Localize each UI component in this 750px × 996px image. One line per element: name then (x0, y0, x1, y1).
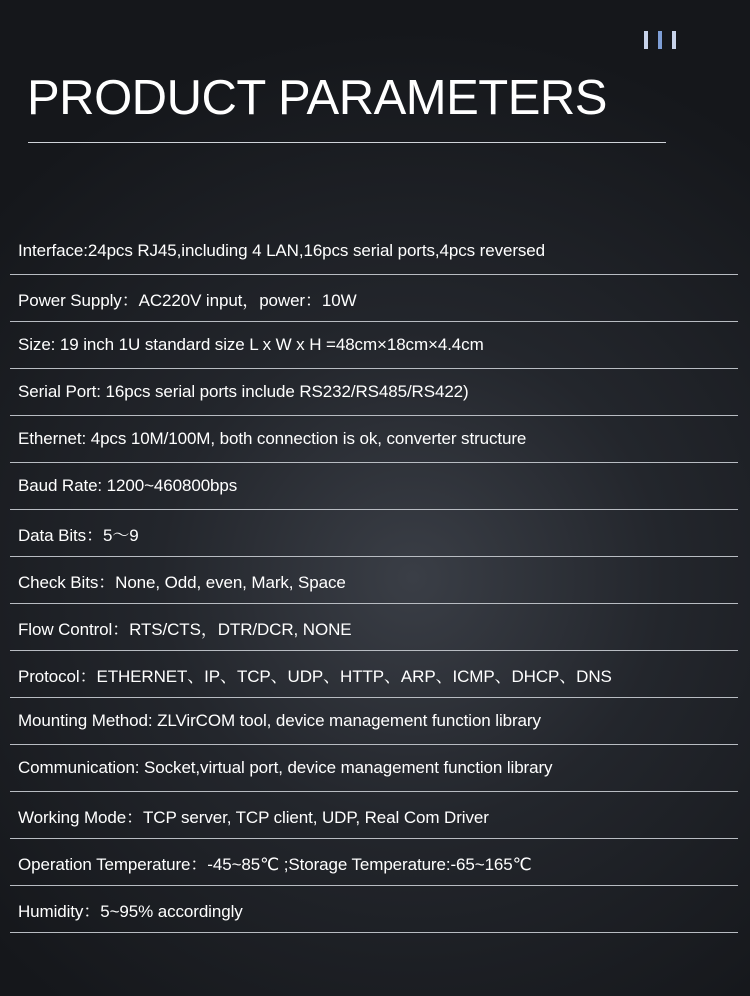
parameter-row-check-bits (10, 557, 738, 604)
title-divider (28, 142, 666, 143)
decorative-bar (672, 31, 676, 49)
parameter-row-humidity (10, 886, 738, 933)
parameter-row-communication (10, 745, 738, 792)
parameter-row-baud-rate (10, 463, 738, 510)
parameter-row-serial-port (10, 369, 738, 416)
parameter-text: Interface:24pcs RJ45,including 4 LAN,16pcs serial ports,4pcs reversed (18, 240, 545, 260)
parameter-list (10, 227, 738, 933)
parameter-row-size (10, 322, 738, 369)
parameter-row-data-bits (10, 510, 738, 557)
parameter-text: Check Bits：None, Odd, even, Mark, Space (18, 572, 346, 592)
parameter-text: Mounting Method: ZLVirCOM tool, device management function library (18, 711, 541, 730)
parameter-text: Power Supply：AC220V input，power：10W (18, 290, 357, 310)
parameter-text: Working Mode：TCP server, TCP client, UDP, Real Com Driver (18, 807, 489, 827)
parameter-text: Serial Port: 16pcs serial ports include RS232/RS485/RS422) (18, 382, 469, 401)
parameter-text: Size: 19 inch 1U standard size L x W x H =48cm×18cm×4.4cm (18, 335, 484, 354)
parameter-row-flow-control (10, 604, 738, 651)
parameter-text: Baud Rate: 1200~460800bps (18, 476, 238, 495)
parameter-text: Communication: Socket,virtual port, device management function library (18, 758, 553, 777)
parameter-text: Protocol：ETHERNET、IP、TCP、UDP、HTTP、ARP、ICMP、DHCP、DNS (18, 666, 612, 686)
parameter-text: Flow Control：RTS/CTS，DTR/DCR, NONE (18, 619, 352, 639)
parameter-row-working-mode (10, 792, 738, 839)
decorative-bar (658, 31, 662, 49)
parameter-row-protocol (10, 651, 738, 698)
parameter-row-interface (10, 227, 738, 275)
page-title: PRODUCT PARAMETERS (27, 71, 607, 125)
decorative-bars-icon (644, 31, 678, 49)
decorative-bar (644, 31, 648, 49)
parameter-text: Operation Temperature：-45~85℃ ;Storage Temperature:-65~165℃ (18, 854, 532, 874)
parameter-text: Data Bits：5～9 (18, 525, 139, 545)
parameter-text: Ethernet: 4pcs 10M/100M, both connection is ok, converter structure (18, 429, 527, 448)
parameter-row-power-supply (10, 275, 738, 322)
parameter-row-ethernet (10, 416, 738, 463)
parameter-row-mounting-method (10, 698, 738, 745)
parameter-row-temperature (10, 839, 738, 886)
parameter-text: Humidity：5~95% accordingly (18, 901, 243, 921)
